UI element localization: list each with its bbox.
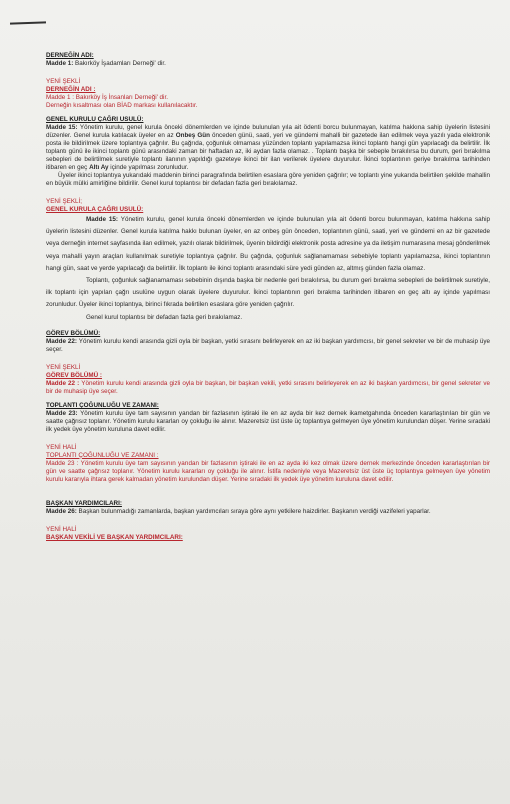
- madde-body: önceden günü, saati, yeri ve gündemi mahalli bir gazetede ilan edilmek veya yazılı yada elektronik posta ile bildirilmek üzere toplantıya çağrılır. Bu çağrıda, çoğunluk olmaması yüzünden toplantı yapılamazsa ikinci toplantı hangi gün yapılacağı da belirtilir. İlk toplantı günü ile ikinci toplantı günü arasındaki zaman bir haftadan az, iki aydan fazla olamaz. . Toplantı başka bir sebeple bırakılırsa bu durum, geri bırakılma sebepleri de belirtilmek suretiyle toplantı ilanının yapıldığı gazeteye ikinci bir ilan verilerek üyelere duyurulur. İkinci toplantının geriye bırakılma tarihinden itibaren en geç: [46, 132, 490, 171]
- madde-body: Yönetim kurulu, genel kurula önceki dönemlerden ve içinde bulunulan yıla ait ödenti borcu bulunmayan, katılma hakkına sahip üyelerin listesini düzenler. Genel kurula katılacak üyeler en az: [46, 124, 490, 139]
- madde-label: Madde 15:: [46, 124, 78, 131]
- document-body: [46, 52, 490, 542]
- madde-15-text-2: Üyeler ikinci toplantıya yukarıdaki maddenin birinci paragrafında belirtilen esaslara göre yeniden çağrılır; ve toplantı yine yukarıda belirtilen şekilde mahallin en büyük mülki amirliğine bildirilir. Genel kurul toplantısı bir defadan fazla geri bırakılamaz.: [46, 172, 490, 187]
- section-dernek-adi: [46, 52, 490, 68]
- madde-label: Madde 22 :: [46, 379, 80, 387]
- madde-body: Yönetim kurulu üye tam sayısının yarıdan bir fazlasının iştiraki ile en az ayda bir kez dernek ikametgahında önceden kararlaştırılan bir gün ve saatte çağrısız toplanır. Yönetim kurulu kararları oy çokluğu ile alınır. Mazeretsiz üst üste üç toplantıya gelmeyen üye yönetim kurulundan düşer. Yerine sıradaki ilk yedek üye yönetim kuruluna davet edilir.: [46, 409, 491, 433]
- heading-genel-kurul-new: GENEL KURULA ÇAĞRI USULÜ:: [46, 206, 144, 213]
- madde-body: Yönetim kurulu, genel kurula önceki dönemlerden ve içinde bulunulan yıla ait ödenti borcu bulunmayan, katılma hakkına sahip üyelerin listesini düzenler. Genel kurula katılma hakkı bulunan üyeler, en az onbeş gün önceden, toplantının günü, saati, yeri ve gündemi en az bir gazetede veya derneğin internet sayfasında ilan edilmek, yazılı olarak bildirilmek, üyenin bildirdiği elektronik posta adresine ya da iletişim numarasına mesaj gönderilmek veya mahalli yayın araçları kullanılmak suretiyle toplantıya çağrılır. Bu çağrıda, çoğunluk sağlanamaması sebebiyle toplantı yapılamazsa, ikinci toplantının hangi gün, saat ve yerde yapılacağı da belirtilir. İlk toplantı ile ikinci toplantı arasındaki süre yedi günden az, altmış günden fazla olamaz.: [46, 216, 490, 272]
- madde-22-new-text: [46, 380, 490, 396]
- madde-22-text: [46, 338, 490, 354]
- madde-label: Madde 26:: [46, 507, 77, 515]
- madde-label: Madde 15:: [86, 216, 118, 223]
- section-baskan: [46, 500, 490, 516]
- madde-label: Madde 23:: [46, 409, 78, 417]
- heading-baskan: BAŞKAN YARDIMCILARI:: [46, 499, 122, 507]
- heading-toplanti: TOPLANTI ÇOĞUNLUĞU VE ZAMANI:: [46, 401, 159, 409]
- madde-1-text: [46, 60, 490, 68]
- madde-body: Başkan bulunmadığı zamanlarda, başkan yardımcıları sıraya göre aynı yetkilere haizdirler. Başkanın verdiği vazifeleri yaparlar.: [78, 507, 431, 515]
- section-yeni-sekli-3: [46, 364, 490, 396]
- emphasis: Onbeş Gün: [175, 132, 210, 139]
- madde-15-text: [46, 124, 490, 172]
- heading-gorev-new: GÖREV BÖLÜMÜ :: [46, 371, 102, 379]
- madde-body: Bakırköy İşadamları Derneği' dir.: [75, 60, 166, 67]
- madde-1-new-line1: Madde 1 : Bakırköy İş İnsanları Derneği' dir.: [46, 94, 168, 101]
- heading-baskan-new: BAŞKAN VEKİLİ VE BAŞKAN YARDIMCILARI:: [46, 533, 183, 541]
- section-yeni-hali-2: [46, 526, 490, 542]
- madde-label: Madde 22:: [46, 337, 77, 345]
- section-toplanti: [46, 402, 490, 434]
- section-genel-kurul: [46, 116, 490, 188]
- madde-15-new-text: [46, 214, 490, 275]
- heading-genel-kurul: GENEL KURULU ÇAĞRI USULÜ:: [46, 116, 144, 123]
- madde-label: Madde 1:: [46, 60, 74, 67]
- madde-15-new-text-3: Genel kurul toplantısı bir defadan fazla geri bırakılamaz.: [86, 313, 243, 321]
- yeni-sekli-label: YENİ ŞEKLİ: [46, 363, 81, 371]
- section-yeni-sekli-2: [46, 198, 490, 324]
- section-gorev: [46, 330, 490, 354]
- section-yeni-sekli-1: [46, 78, 490, 110]
- heading-toplanti-new: TOPLANTI ÇOĞUNLUĞU VE ZAMANI :: [46, 451, 159, 459]
- madde-26-text: [46, 508, 490, 516]
- yeni-sekli-label: YENİ ŞEKLİ: [46, 78, 81, 85]
- yeni-hali-label: YENİ HALİ: [46, 525, 77, 533]
- madde-1-new-line2: Derneğin kısaltması olan BİAD markası kullanılacaktır.: [46, 102, 198, 109]
- madde-body: içinde yapılması zorunludur.: [110, 164, 189, 171]
- yeni-hali-label: YENİ HALİ: [46, 443, 77, 451]
- madde-23-new-text: Madde 23 : Yönetim kurulu üye tam sayısının yarıdan bir fazlasının iştiraki ile en az ayda iki kez olmak üzere dernek merkezinde önceden kararlaştırılan bir gün ve saatte çağrısız toplanır. Yönetim kurulu kararları oy çokluğu ile alınır. İstifa nedeniyle veya Mazeretsiz üst üste üç toplantıya gelmeyen üye yönetim kurulu kararıyla ihtara gerek kalmadan yönetim kurulundan düşer. Yerine sıradaki ilk yedek üye yönetim kuruluna davet edilir.: [46, 459, 490, 483]
- yeni-sekli-label: YENİ ŞEKLİ;: [46, 198, 83, 205]
- heading-gorev: GÖREV BÖLÜMÜ:: [46, 329, 101, 337]
- madde-23-text: [46, 410, 490, 434]
- heading-dernek-adi-new: DERNEĞİN ADI :: [46, 86, 96, 93]
- madde-15-new-text-2: Toplantı, çoğunluk sağlanamaması sebebinin dışında başka bir nedenle geri bırakılırsa, bu durum geri bırakma sebepleri de belirtilmek suretiyle, ilk toplantı için yapılan çağrı usulüne uygun olarak üyelere duyurulur. İkinci toplantının geri bırakma tarihinden itibaren en geç altı ay içinde yapılması zorunludur. Üyeler ikinci toplantıya, birinci fıkrada belirtilen esaslara göre yeniden çağrılır.: [46, 277, 490, 309]
- ink-mark: [10, 21, 46, 24]
- section-yeni-hali-1: [46, 444, 490, 484]
- madde-body: Yönetim kurulu kendi arasında gizli oyla bir başkan, bir başkan vekili, yetki sırasını belirleyerek en az iki başkan yardımcısı, bir genel sekreter ve bir de muhasip üye seçer.: [46, 379, 491, 395]
- madde-body: Yönetim kurulu kendi arasında gizli oyla bir başkan, yetki sırasını belirleyerek en az iki başkan yardımcısı, bir genel sekreter ve bir de muhasip üye seçer.: [46, 337, 490, 353]
- emphasis: Altı Ay: [89, 164, 109, 171]
- heading-dernek-adi: DERNEĞİN ADI:: [46, 52, 94, 59]
